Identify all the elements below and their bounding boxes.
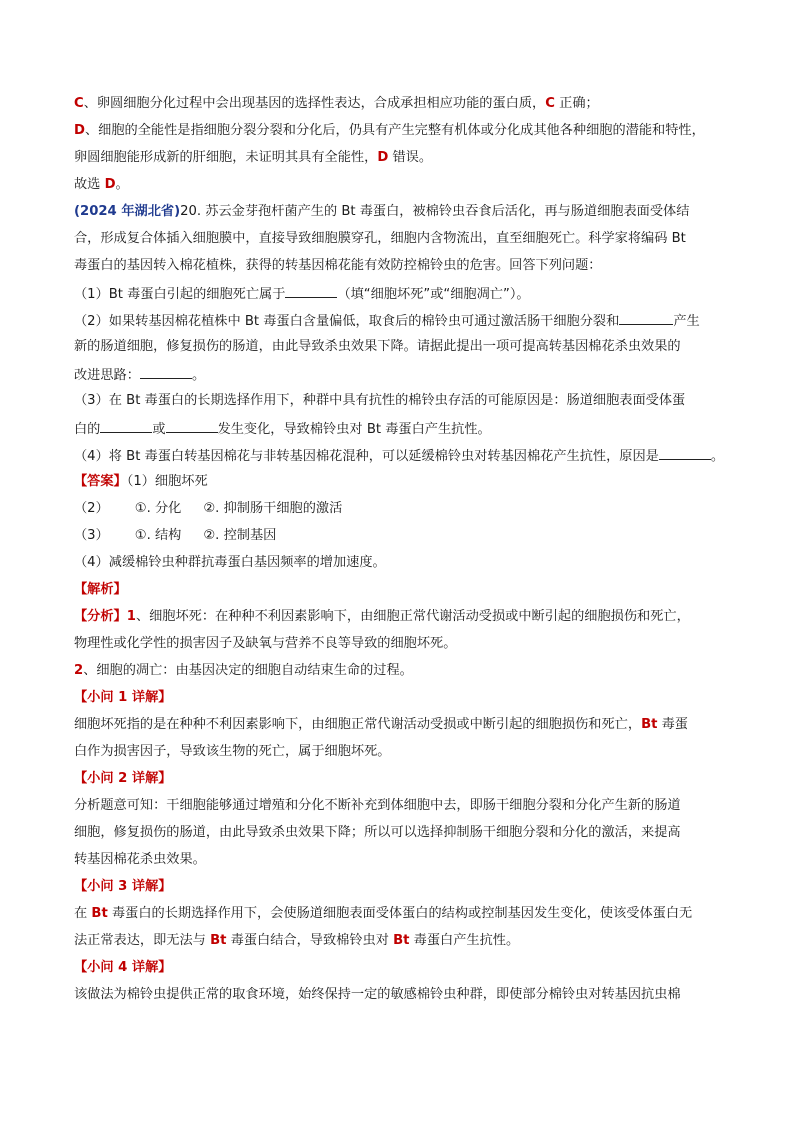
text-segment: 【答案】 bbox=[74, 474, 127, 489]
text-line bbox=[74, 230, 686, 248]
answer-blank bbox=[285, 284, 337, 298]
text-segment: 【分析】 bbox=[74, 609, 127, 624]
text-segment: Bt bbox=[641, 717, 658, 732]
answer-blank bbox=[619, 311, 673, 325]
text-segment: ②. 控制基因 bbox=[203, 528, 277, 543]
text-line bbox=[74, 770, 171, 788]
text-line bbox=[74, 176, 129, 194]
text-segment: （1）Bt 毒蛋白引起的细胞死亡属于 bbox=[74, 287, 286, 302]
text-line bbox=[74, 851, 206, 869]
text-line bbox=[74, 500, 342, 518]
text-segment: 发生变化，导致棉铃虫对 Bt 毒蛋白产生抗性。 bbox=[217, 422, 491, 437]
text-segment: 【小问 2 详解】 bbox=[74, 771, 172, 786]
text-segment: 故选 bbox=[74, 177, 105, 192]
text-line bbox=[74, 419, 491, 439]
text-line bbox=[74, 797, 681, 815]
text-segment: C bbox=[74, 96, 84, 111]
text-segment: ①. 结构 bbox=[134, 528, 182, 543]
text-line bbox=[74, 959, 171, 977]
text-line bbox=[74, 878, 171, 896]
text-line bbox=[74, 257, 602, 275]
text-line bbox=[74, 365, 205, 385]
text-segment: （3）在 Bt 毒蛋白的长期选择作用下，种群中具有抗性的棉铃虫存活的可能原因是：肠道细胞表面受体蛋 bbox=[74, 393, 686, 408]
text-segment: （2） bbox=[74, 501, 109, 516]
text-line bbox=[74, 743, 391, 761]
text-segment: 分析题意可知：干细胞能够通过增殖和分化不断补充到体细胞中去，即肠干细胞分裂和分化产生新的肠道 bbox=[74, 798, 681, 813]
text-segment: (2024 年湖北省) bbox=[74, 204, 181, 219]
text-segment: 细胞，修复损伤的肠道，由此导致杀虫效果下降；所以可以选择抑制肠干细胞分裂和分化的激活，来提高 bbox=[74, 825, 681, 840]
text-segment: 【解析】 bbox=[74, 582, 127, 597]
text-segment: D bbox=[377, 150, 389, 165]
text-line bbox=[74, 662, 413, 680]
text-segment: 、细胞的全能性是指细胞分裂分裂和分化后，仍具有产生完整有机体或分化成其他各种细胞的潜能和特性， bbox=[84, 123, 705, 138]
text-line bbox=[74, 689, 171, 707]
answer-blank bbox=[166, 419, 218, 433]
text-line bbox=[74, 473, 208, 491]
text-segment: 毒蛋白产生抗性。 bbox=[409, 933, 520, 948]
text-line bbox=[74, 932, 519, 950]
text-line bbox=[74, 338, 681, 356]
text-segment: 、细胞的凋亡：由基因决定的细胞自动结束生命的过程。 bbox=[83, 663, 413, 678]
text-segment: 1 bbox=[126, 609, 136, 624]
text-segment: 毒蛋白的基因转入棉花植株，获得的转基因棉花能有效防控棉铃虫的危害。回答下列问题： bbox=[74, 258, 602, 273]
text-segment: 。 bbox=[115, 177, 129, 192]
text-segment: 正确； bbox=[554, 96, 599, 111]
text-line bbox=[74, 716, 688, 734]
text-segment: 法正常表达，即无法与 bbox=[74, 933, 211, 948]
text-line bbox=[74, 311, 700, 331]
text-segment: 白作为损害因子，导致该生物的死亡，属于细胞坏死。 bbox=[74, 744, 391, 759]
text-segment: 、细胞坏死：在种种不利因素影响下，由细胞正常代谢活动受损或中断引起的细胞损伤和死亡， bbox=[135, 609, 690, 624]
text-segment: 20. 苏云金芽孢杆菌产生的 Bt 毒蛋白，被棉铃虫吞食后活化，再与肠道细胞表面受体结 bbox=[180, 204, 690, 219]
text-segment: 物理性或化学性的损害因子及缺氧与营养不良等导致的细胞坏死。 bbox=[74, 636, 457, 651]
text-line bbox=[74, 122, 705, 140]
text-segment: 该做法为棉铃虫提供正常的取食环境，始终保持一定的敏感棉铃虫种群，即使部分棉铃虫对转基因抗虫棉 bbox=[74, 987, 681, 1002]
text-segment: Bt bbox=[91, 906, 108, 921]
answer-blank bbox=[659, 446, 711, 460]
text-line bbox=[74, 986, 681, 1004]
text-segment: 毒蛋 bbox=[657, 717, 688, 732]
text-segment: 卵圆细胞能形成新的肝细胞，未证明其具有全能性， bbox=[74, 150, 378, 165]
text-segment: 或 bbox=[152, 422, 166, 437]
text-segment: （填“细胞坏死”或“细胞凋亡”）。 bbox=[337, 287, 530, 302]
text-segment: 合，形成复合体插入细胞膜中，直接导致细胞膜穿孔，细胞内含物流出，直至细胞死亡。科学家将编码 Bt bbox=[74, 231, 686, 246]
text-line bbox=[74, 608, 690, 626]
text-segment: 产生 bbox=[673, 314, 700, 329]
text-line bbox=[74, 581, 127, 599]
text-segment: Bt bbox=[393, 933, 410, 948]
text-line bbox=[74, 446, 724, 466]
text-line bbox=[74, 149, 432, 167]
text-segment: 改进思路： bbox=[74, 368, 140, 383]
text-segment: ①. 分化 bbox=[134, 501, 182, 516]
text-segment: C bbox=[545, 96, 555, 111]
text-segment: 毒蛋白结合，导致棉铃虫对 bbox=[226, 933, 394, 948]
text-segment: D bbox=[104, 177, 116, 192]
text-segment: 转基因棉花杀虫效果。 bbox=[74, 852, 206, 867]
text-segment: （2）如果转基因棉花植株中 Bt 毒蛋白含量偏低，取食后的棉铃虫可通过激活肠干细胞分裂和 bbox=[74, 314, 620, 329]
text-line bbox=[74, 95, 599, 113]
text-segment: （1）细胞坏死 bbox=[126, 474, 208, 489]
text-line bbox=[74, 392, 685, 410]
text-segment: （4）将 Bt 毒蛋白转基因棉花与非转基因棉花混种，可以延缓棉铃虫对转基因棉花产生抗性，原因是 bbox=[74, 449, 659, 464]
text-line bbox=[74, 284, 530, 304]
text-segment: 2 bbox=[74, 663, 84, 678]
text-segment: D bbox=[74, 123, 85, 138]
text-segment: （3） bbox=[74, 528, 109, 543]
text-segment: （4）减缓棉铃虫种群抗毒蛋白基因频率的增加速度。 bbox=[74, 555, 386, 570]
text-segment: ②. 抑制肠干细胞的激活 bbox=[203, 501, 343, 516]
text-line bbox=[74, 635, 456, 653]
text-segment: 【小问 4 详解】 bbox=[74, 960, 172, 975]
text-segment: 。 bbox=[191, 368, 206, 383]
text-line bbox=[74, 554, 386, 572]
text-line bbox=[74, 203, 689, 221]
text-line bbox=[74, 905, 692, 923]
text-segment: 在 bbox=[74, 906, 92, 921]
text-segment: Bt bbox=[210, 933, 227, 948]
text-segment: 、卵圆细胞分化过程中会出现基因的选择性表达，合成承担相应功能的蛋白质， bbox=[83, 96, 546, 111]
text-segment: 细胞坏死指的是在种种不利因素影响下，由细胞正常代谢活动受损或中断引起的细胞损伤和死亡， bbox=[74, 717, 642, 732]
answer-blank bbox=[140, 365, 192, 379]
answer-blank bbox=[100, 419, 152, 433]
text-segment: 【小问 1 详解】 bbox=[74, 690, 172, 705]
text-segment: 错误。 bbox=[388, 150, 433, 165]
text-segment: 新的肠道细胞，修复损伤的肠道，由此导致杀虫效果下降。请据此提出一项可提高转基因棉花杀虫效果的 bbox=[74, 339, 681, 354]
text-segment: 【小问 3 详解】 bbox=[74, 879, 172, 894]
text-segment: 毒蛋白的长期选择作用下，会使肠道细胞表面受体蛋白的结构或控制基因发生变化，使该受体蛋白无 bbox=[107, 906, 693, 921]
text-line bbox=[74, 824, 681, 842]
text-segment: 。 bbox=[710, 449, 725, 464]
text-line bbox=[74, 527, 276, 545]
text-segment: 白的 bbox=[74, 422, 101, 437]
